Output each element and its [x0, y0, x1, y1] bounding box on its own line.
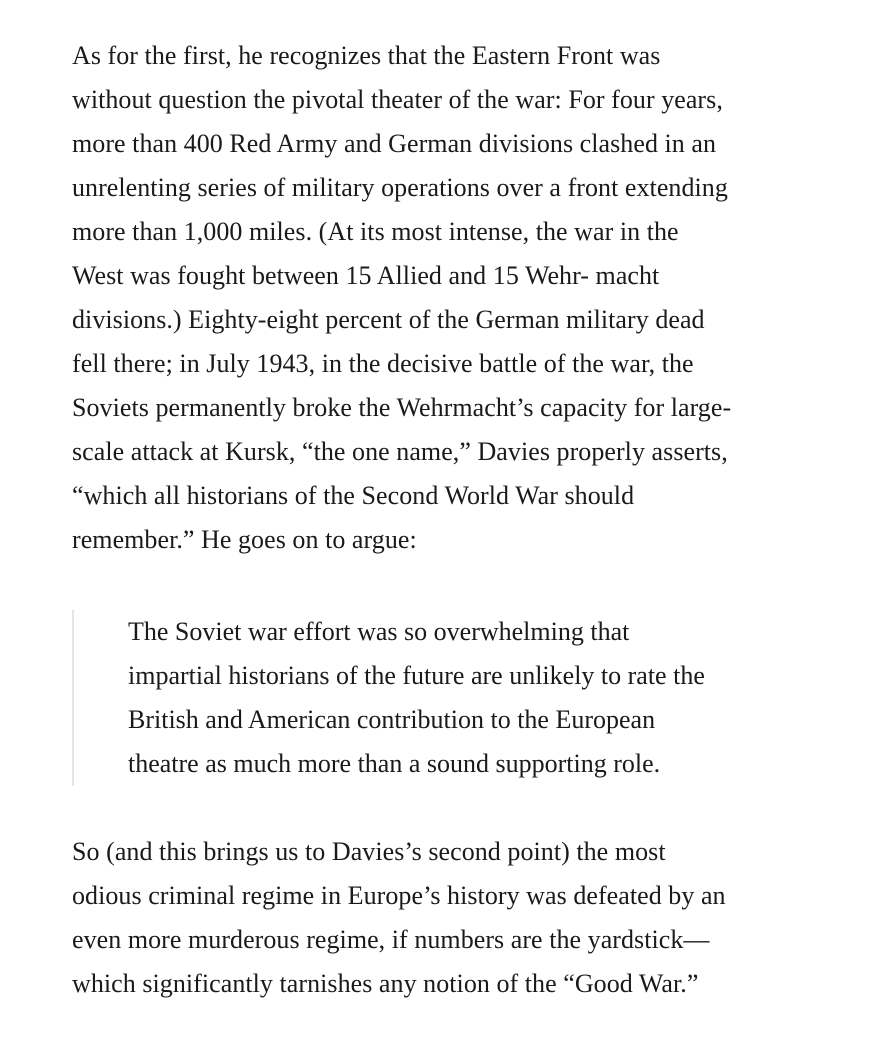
quote-line: impartial historians of the future are unlikely to rate the — [128, 661, 705, 690]
blockquote-soviet-war-effort — [72, 610, 872, 786]
text-line: “which all historians of the Second World War should — [72, 481, 635, 510]
paragraph-good-war — [72, 830, 872, 1006]
text-line: divisions.) Eighty-eight percent of the German military dead — [72, 305, 705, 334]
text-line: unrelenting series of military operations over a front extending — [72, 173, 728, 202]
text-line: As for the first, he recognizes that the Eastern Front was — [72, 41, 661, 70]
text-line: West was fought between 15 Allied and 15 Wehr- macht — [72, 261, 660, 290]
text-line: remember.” He goes on to argue: — [72, 525, 417, 554]
text-line: Soviets permanently broke the Wehrmacht’s capacity for large- — [72, 393, 732, 422]
text-line: fell there; in July 1943, in the decisive battle of the war, the — [72, 349, 694, 378]
paragraph-eastern-front — [72, 34, 872, 562]
text-line: odious criminal regime in Europe’s history was defeated by an — [72, 881, 726, 910]
text-line: scale attack at Kursk, “the one name,” Davies properly asserts, — [72, 437, 728, 466]
text-line: more than 400 Red Army and German divisions clashed in an — [72, 129, 717, 158]
text-line: even more murderous regime, if numbers are the yardstick— — [72, 925, 710, 954]
quote-line: The Soviet war effort was so overwhelming that — [128, 617, 630, 646]
text-line: more than 1,000 miles. (At its most intense, the war in the — [72, 217, 679, 246]
text-line: So (and this brings us to Davies’s second point) the most — [72, 837, 666, 866]
text-line: which significantly tarnishes any notion of the “Good War.” — [72, 969, 699, 998]
quote-line: theatre as much more than a sound supporting role. — [128, 749, 661, 778]
article-body — [72, 34, 872, 1006]
text-line: without question the pivotal theater of the war: For four years, — [72, 85, 723, 114]
quote-line: British and American contribution to the European — [128, 705, 656, 734]
